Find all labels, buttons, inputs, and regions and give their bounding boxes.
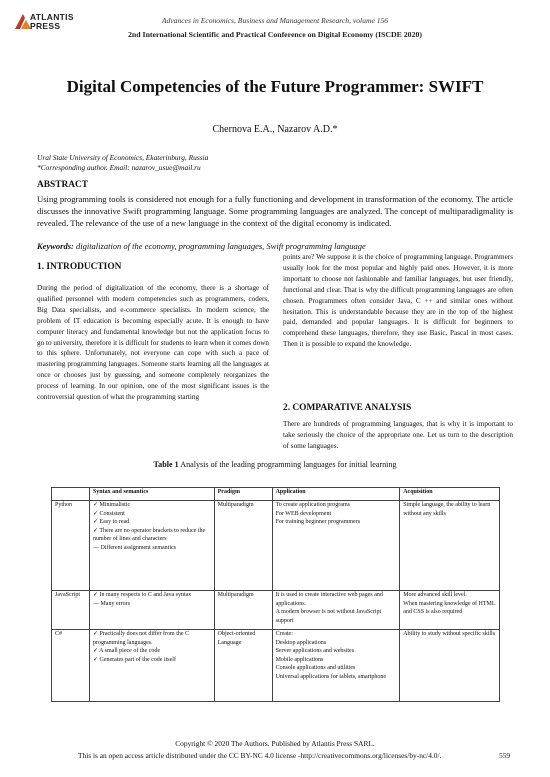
syntax-item: ✓ A small piece of the code <box>92 648 160 655</box>
logo-line-2: PRESS <box>30 21 61 31</box>
cell-application <box>272 630 400 702</box>
acquisition-item: More advanced skill level. <box>403 592 467 598</box>
application-item: For WEB development <box>275 510 332 517</box>
section-2-text: There are hundreds of programming languages, that is why it is important to take seriously the choice of the appropriate one. Let us turn to the description of some languages. <box>283 420 513 450</box>
logo-line-1: ATLANTIS <box>30 12 74 22</box>
application-item: Server applications and websites <box>275 648 355 655</box>
corresponding-author: *Corresponding author. Email: nazarov_usue@mail.ru <box>37 163 201 172</box>
syntax-item: — Different assignment semantics <box>92 544 177 551</box>
application-item: Desktop applications <box>275 639 327 646</box>
keywords-label: Keywords: <box>37 241 74 251</box>
cell-syntax <box>89 630 214 702</box>
cell-application <box>272 501 400 591</box>
abstract-text: Using programming tools is considered not enough for a fully functioning and development in transformation of the economy. The article discusses the innovative Swift programming language. Some programming languages are analyzed. The concept of multiparadigmality is revealed. The relevance of the use of a new language in the context of the digital economy is indicated. <box>37 194 513 229</box>
header-cell-syntax: Syntax and semantics <box>89 488 214 501</box>
table-caption-text: Analysis of the leading programming languages for initial learning <box>180 460 397 469</box>
page-number: 559 <box>499 751 511 760</box>
syntax-item: ✓ Minimalistic <box>92 502 131 508</box>
cell-acquisition <box>400 591 500 630</box>
table-row <box>52 501 500 591</box>
application-item: Console applications and utilities <box>275 665 356 672</box>
application-item: To create application programs <box>275 502 350 508</box>
application-item: A modern browser is not without JavaScript support <box>275 609 382 624</box>
acquisition-item: When mastering knowledge of HTML and CSS is also required <box>403 600 496 616</box>
abstract-heading: ABSTRACT <box>37 180 89 190</box>
cell-language: JavaScript <box>52 591 90 630</box>
keywords-line <box>37 241 513 251</box>
cell-language: C# <box>52 630 90 702</box>
affiliation: Ural State University of Economics, Ekaterinburg, Russia <box>37 153 209 162</box>
header-cell-language <box>52 488 90 501</box>
right-column-text: points are? We suppose it is the choice of programming language. Programmers usually look for the most popular and highly paid ones. However, it is more important to choose not fashionable and familiar languages, but user friendly, functional and clear. That is why the difficult programming languages are often chosen. Programmers often consider Java, C ++ and similar ones without hesitation. This is understandable because they are in the top of the highest paid, demanded and popular languages. It is difficult for beginners to comprehend these languages, therefore, they use Basic, Pascal in most cases. Then it is possible to expand the knowledge. <box>283 253 513 349</box>
cell-syntax <box>89 591 214 630</box>
table-row <box>52 630 500 702</box>
paper-title: Digital Competencies of the Future Programmer: SWIFT <box>66 77 484 96</box>
table-header-row <box>52 488 500 501</box>
syntax-item: — Many errors <box>92 600 130 607</box>
table-caption <box>37 460 513 469</box>
comparison-table <box>51 487 500 702</box>
cell-acquisition: Ability to study without specific skills <box>400 630 500 702</box>
cell-language: Python <box>52 501 90 591</box>
authors: Chernova E.A., Nazarov A.D.* <box>212 124 338 135</box>
cell-paradigm: Object-oriented Language <box>214 630 272 702</box>
conference-name: 2nd International Scientific and Practical Conference on Digital Economy (ISCDE 2020) <box>128 30 422 39</box>
header-cell-paradigm: Pradigm <box>214 488 272 501</box>
table-row <box>52 591 500 630</box>
syntax-item: ✓ Easy to read <box>92 519 130 526</box>
section-1-text: During the period of digitalization of the economy, there is a shortage of qualified personnel with modern competencies such as programmers, coders, Big Data specialists, and e-commerce specialists. In modern science, the problem of IT education is becoming especially acute. It is enough to have computer literacy and fundamental knowledge but not the application focus to go to university, therefore it is difficult for students to learn when it comes down to this sphere. Unfortunately, not everyone can cope with such a pace of mastering programming languages. Someone starts learning all the languages at once or chooses just by guessing, and someone completely reorganizes the process of learning. In our opinion, one of the most significant issues is the controversial question of what the programming starting <box>37 284 269 402</box>
table-caption-label: Table 1 <box>153 460 179 469</box>
running-title: Advances in Economics, Business and Management Research, volume 156 <box>161 16 389 25</box>
license-line: This is an open access article distributed under the CC BY-NC 4.0 license -http://creativecommons.org/licenses/by-nc/4.0/. <box>78 751 442 760</box>
syntax-item: ✓ There are no operator brackets to reduce the number of lines and characters <box>92 527 206 543</box>
cell-application <box>272 591 400 630</box>
section-2-heading: 2. COMPARATIVE ANALYSIS <box>283 403 412 413</box>
application-item: Universal applications for tablets, smartphone <box>275 673 387 680</box>
cell-acquisition: Simple language, the ability to learn without any skills <box>400 501 500 591</box>
application-item: Mobile applications <box>275 656 324 663</box>
cell-paradigm: Multiparadigm <box>214 591 272 630</box>
header-cell-application: Application <box>272 488 400 501</box>
syntax-item: ✓ Practically does not differ from the C programming languages. <box>92 631 190 646</box>
syntax-item: ✓ Generates part of the code itself <box>92 656 176 663</box>
application-item: For training beginner programmers <box>275 519 361 526</box>
application-item: Create: <box>275 631 293 637</box>
cell-paradigm: Multiparadigm <box>214 501 272 591</box>
header-cell-acquisition: Acquisition <box>400 488 500 501</box>
keywords-text: digitalization of the economy, programming languages, Swift programming language <box>75 241 366 251</box>
application-item: It is used to create interactive web pages and applications. <box>275 592 383 607</box>
section-1-heading: 1. INTRODUCTION <box>37 262 122 272</box>
copyright-line: Copyright © 2020 The Authors. Published by Atlantis Press SARL. <box>175 739 375 748</box>
syntax-item: ✓ Consistent <box>92 510 125 517</box>
syntax-item: ✓ In many respects to C and Java syntax <box>92 592 192 598</box>
affiliation-block <box>37 153 208 173</box>
cell-syntax <box>89 501 214 591</box>
